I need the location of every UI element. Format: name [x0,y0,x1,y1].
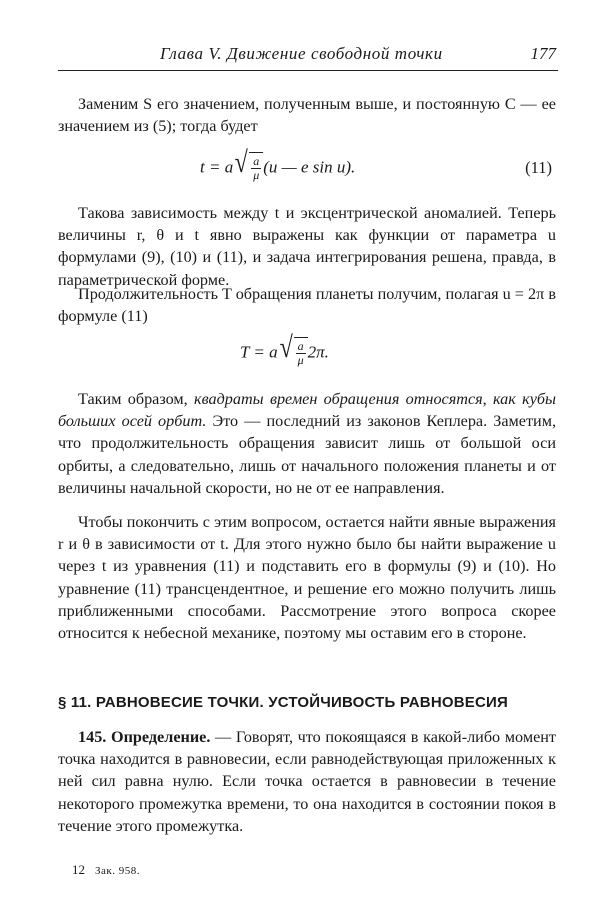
paragraph-explicit-expressions: Чтобы покончить с этим вопросом, остается найти явные выражения r и θ в зависимости от t. Для этого нужно было бы найти выражение u через t из уравнения (11) и подставить его в формулы (9) и (10). Но уравнение (11) трансцендентное, и решение его можно получить лишь приближенными способами. Рассмотрение этого вопроса скорее относится к небесной механике, поэтому мы оставим его в стороне. [58,513,556,643]
definition-title: 145. Определение. [78,728,211,746]
formula-11-rhs: (u — e sin u). [263,157,356,177]
fraction-numerator: a [253,154,260,168]
paragraph-substitution: Заменим S его значением, полученным выше, и постоянную C — ее значением из (5); тогда будет [58,95,556,136]
formula-period-rhs: 2π. [307,342,329,362]
signature-number: 12 [72,862,85,877]
formula-11 [200,146,356,182]
formula-period-lhs: T = a [240,342,278,362]
paragraph-definition [58,726,556,837]
page-number: 177 [530,44,556,63]
definition-text: — Говорят, что покоящаяся в какой-либо момент точка находится в равновесии, если равнодействующая приложенных к ней сил равна нулю. Если точка остается в равновесии в течение некоторого промежутка времени, то она находится в состоянии покоя в течение этого промежутка. [58,728,556,835]
chapter-title: Глава V. Движение свободной точки [160,44,443,63]
paragraph-period: Продолжительность T обращения планеты получим, полагая u = 2π в формуле (11) [58,285,556,326]
printer-signature [72,862,140,878]
running-header [58,36,558,71]
formula-period [240,331,329,367]
section-heading: § 11. РАВНОВЕСИЕ ТОЧКИ. УСТОЙЧИВОСТЬ РАВНОВЕСИЯ [58,694,508,711]
fraction-a-mu [296,340,306,367]
paragraph-kepler [58,388,556,499]
fraction-numerator: a [297,339,304,353]
kepler-law-emphasis: квадраты времен обращения относятся, как кубы больших осей орбит. [58,390,556,431]
signature-order: Зак. 958. [95,865,140,877]
fraction-denominator: μ [253,168,260,182]
equation-number: (11) [525,158,552,177]
kepler-lead: Таким образом, [78,390,195,408]
paragraph-dependence: Такова зависимость между t и эксцентрической аномалией. Теперь величины r, θ и t явно выражены как функции от параметра u формулами (9), (10) и (11), и задача интегрирования решена, правда, в параметрической форме. [58,204,556,289]
sqrt-sign: √ $\frac{a}{\mu}$ [278,337,308,367]
formula-11-lhs: t = a [200,157,234,177]
kepler-rest: Это — последний из законов Кеплера. Заметим, что продолжительность обращения зависит лишь от большой оси орбиты, а следовательно, лишь от начального положения планеты и от величины начальной скорости, но не от ее направления. [58,412,557,497]
fraction-a-mu [251,155,261,182]
fraction-denominator: μ [297,353,304,367]
sqrt-sign: √ $\frac{a}{\mu}$ [233,152,263,182]
